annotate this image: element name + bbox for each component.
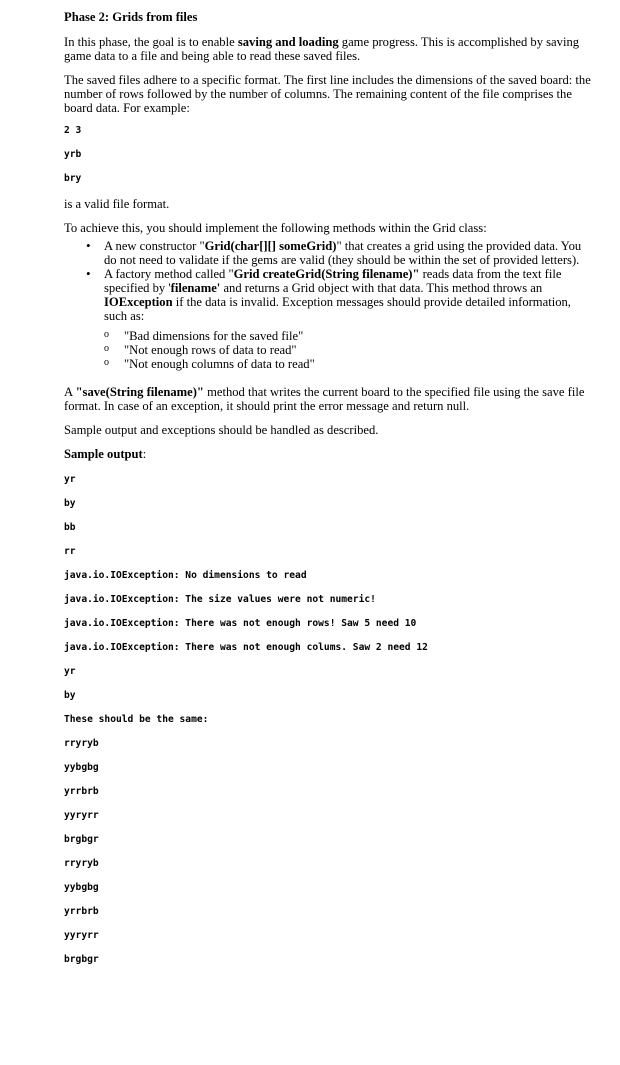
methods-intro: To achieve this, you should implement the following methods within the Grid class: (64, 221, 487, 235)
output-line: yr (64, 474, 76, 485)
methods-list (64, 239, 594, 371)
example-code-block (64, 125, 594, 197)
output-line: yyryrr (64, 810, 99, 821)
sub-list-item: o "Not enough columns of data to read" (124, 357, 594, 371)
output-line: by (64, 498, 76, 509)
output-line: rr (64, 546, 76, 557)
output-line: java.io.IOException: No dimensions to read (64, 570, 307, 581)
sub-list-item: o "Not enough rows of data to read" (124, 343, 594, 357)
output-line: java.io.IOException: There was not enough rows! Saw 5 need 10 (64, 618, 417, 629)
code-line: 2 3 (64, 125, 82, 136)
code-line: bry (64, 173, 82, 184)
list-item: • A new constructor "Grid(char[][] someGrid)" that creates a grid using the provided data. You do not need to validate if the gems are valid (they should be within the set of provided letters). (104, 239, 594, 267)
save-method-paragraph: A "save(String filename)" method that writes the current board to the specified file using the save file format. In case of an exception, it should print the error message and return null. (64, 385, 585, 413)
output-line: java.io.IOException: The size values were not numeric! (64, 594, 376, 605)
output-line: These should be the same: (64, 714, 209, 725)
output-line: yybgbg (64, 762, 99, 773)
output-line: rryryb (64, 738, 99, 749)
code-line: yrb (64, 149, 82, 160)
output-line: rryryb (64, 858, 99, 869)
exception-messages-list (104, 329, 594, 371)
output-line: brgbgr (64, 834, 99, 845)
output-line: yrrbrb (64, 786, 99, 797)
document-page (64, 6, 594, 978)
output-line: bb (64, 522, 76, 533)
valid-format-text: is a valid file format. (64, 197, 170, 211)
output-line: java.io.IOException: There was not enough colums. Saw 2 need 12 (64, 642, 428, 653)
output-line: brgbgr (64, 954, 99, 965)
sample-output-heading: Sample output: (64, 447, 147, 461)
output-line: yyryrr (64, 930, 99, 941)
output-line: yr (64, 666, 76, 677)
format-paragraph: The saved files adhere to a specific format. The first line includes the dimensions of the saved board: the number of rows followed by the number of columns. The remaining content of the file comprises the board data. For example: (64, 73, 591, 115)
output-line: yybgbg (64, 882, 99, 893)
section-heading: Phase 2: Grids from files (64, 10, 198, 24)
list-item: • A factory method called "Grid createGrid(String filename)" reads data from the text file specified by 'filename' and returns a Grid object with that data. This method throws an IOException if the data is invalid. Exception messages should provide detailed information, such as: o "Bad dimensions for the saved file" o "Not enough rows of data to read" o "Not enough columns of data to read" (104, 267, 594, 371)
handled-paragraph: Sample output and exceptions should be handled as described. (64, 423, 379, 437)
output-line: by (64, 690, 76, 701)
output-line: yrrbrb (64, 906, 99, 917)
intro-paragraph: In this phase, the goal is to enable saving and loading game progress. This is accomplished by saving game data to a file and being able to read these saved files. (64, 35, 580, 63)
sub-list-item: o "Bad dimensions for the saved file" (124, 329, 594, 343)
sample-output-block (64, 474, 594, 978)
